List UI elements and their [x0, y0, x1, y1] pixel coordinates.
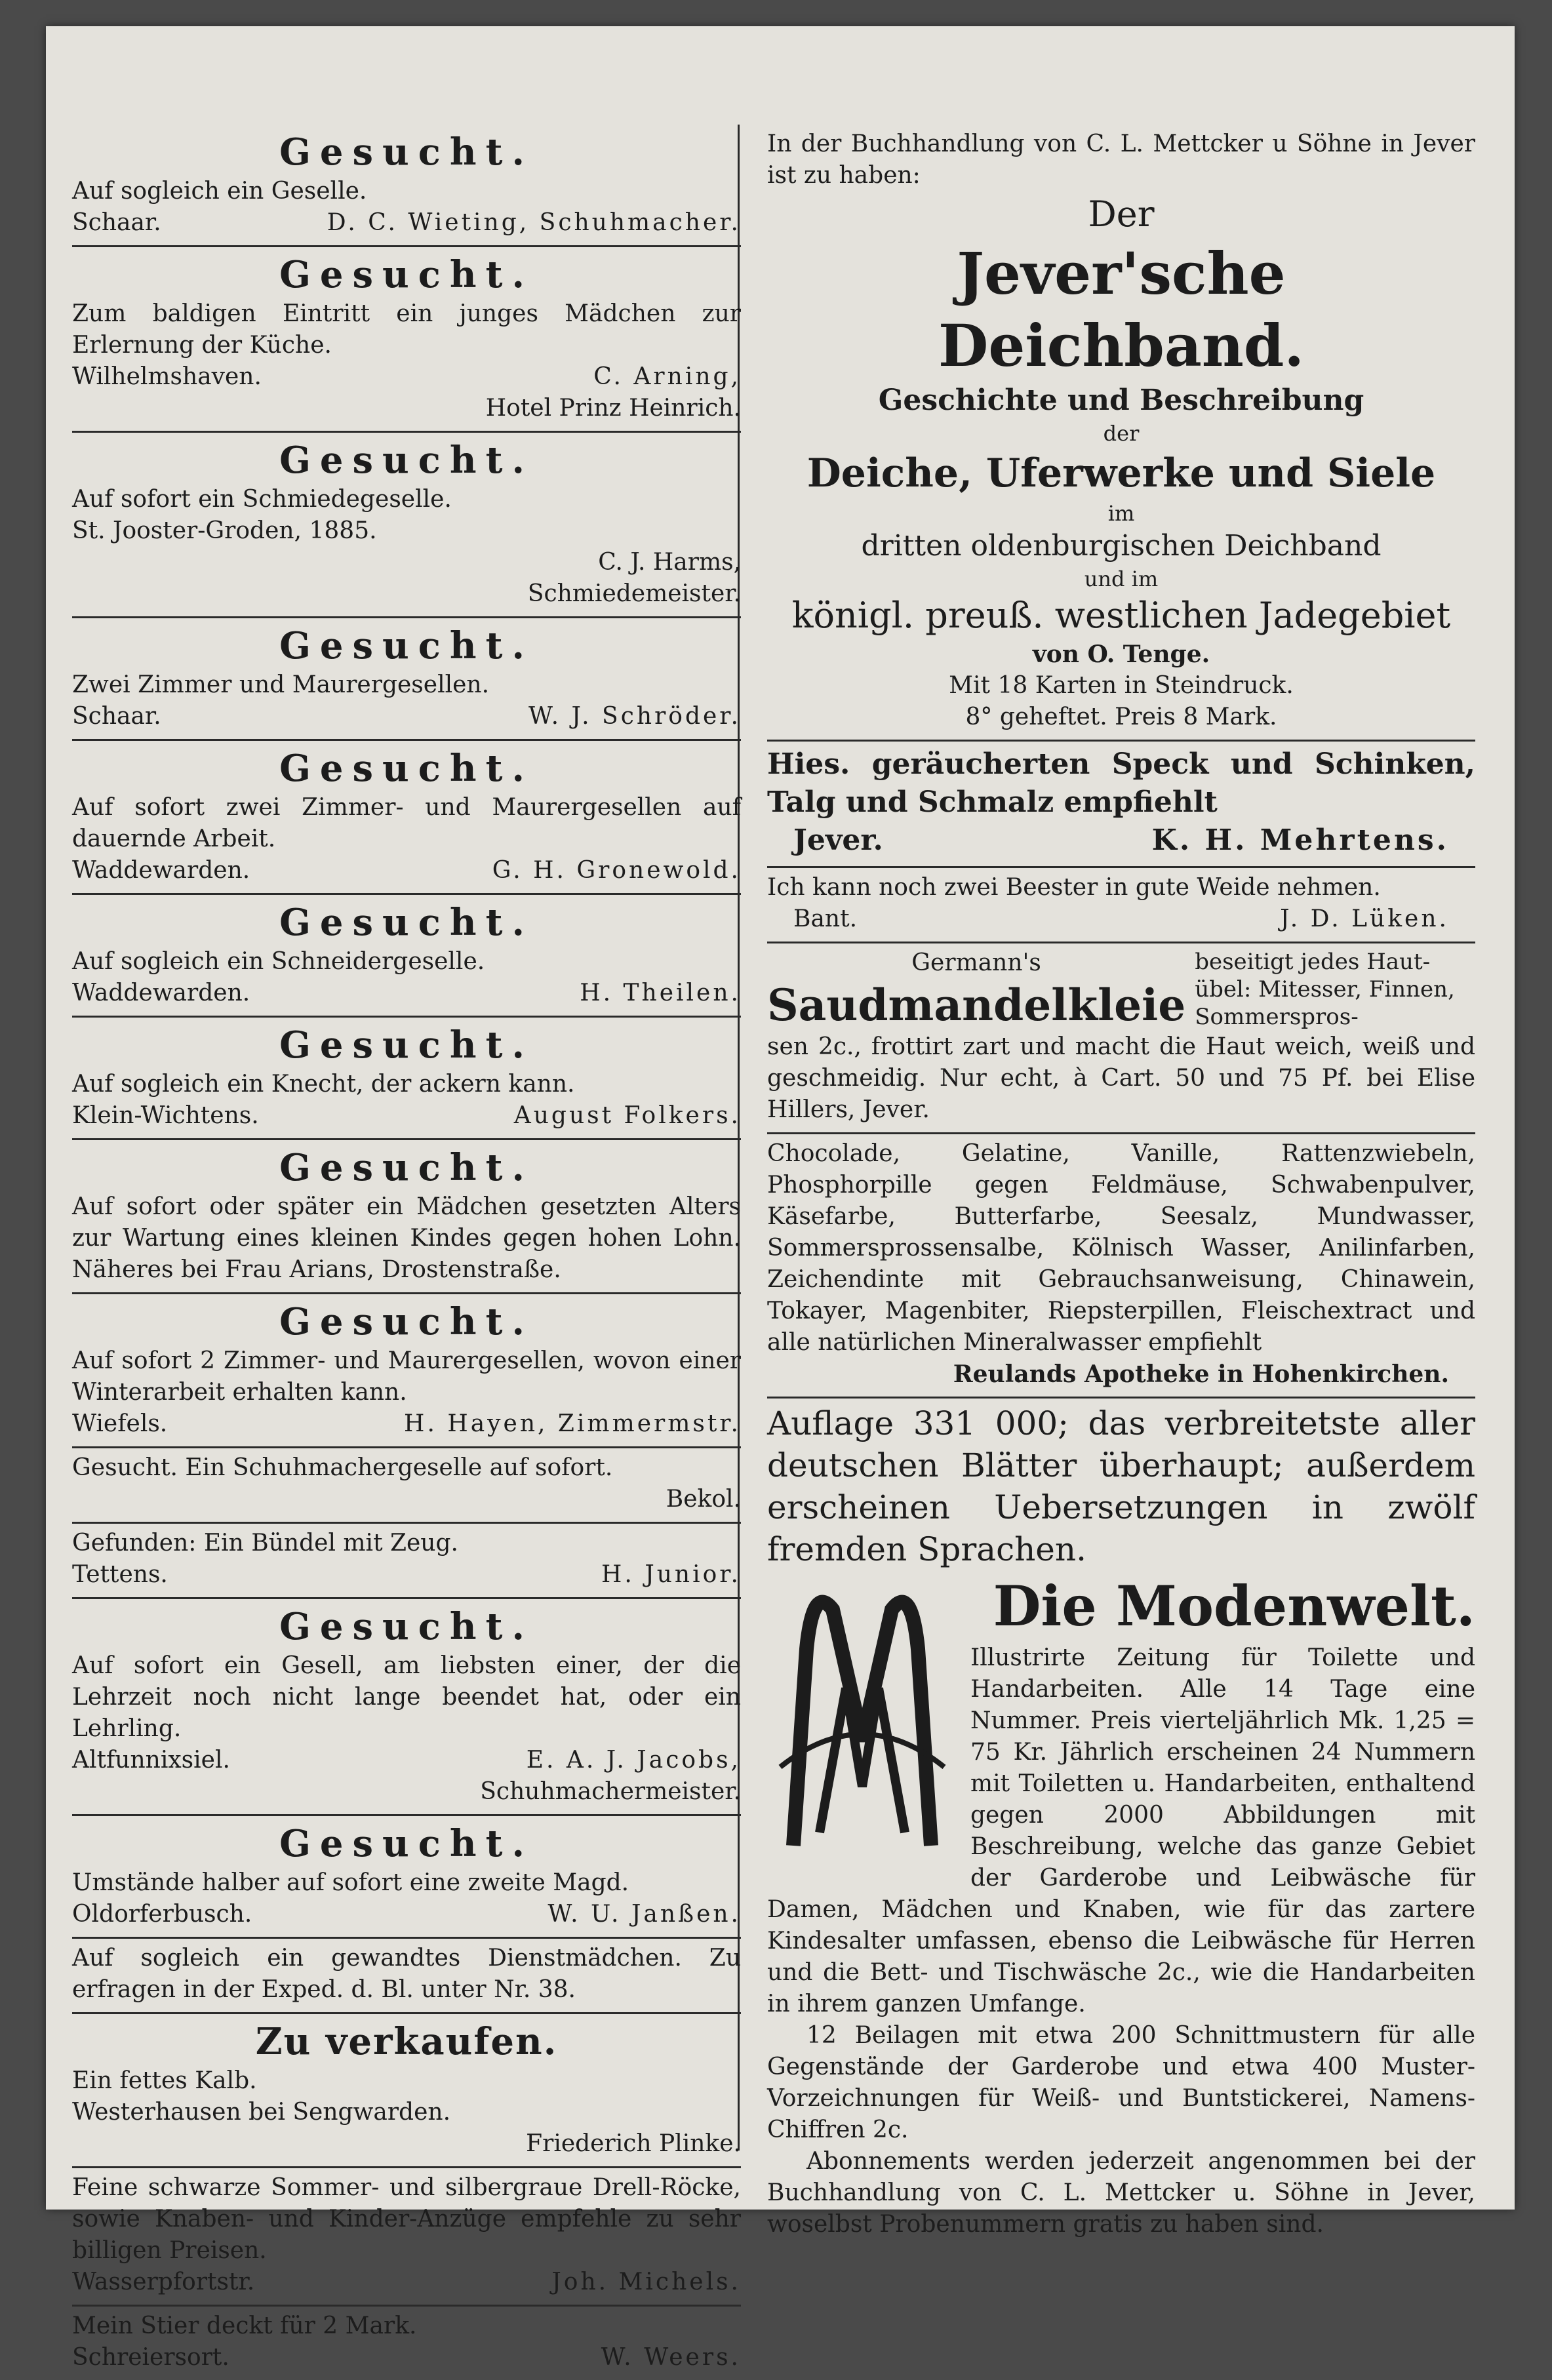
book-subtitle: Geschichte und Beschreibung	[878, 384, 1364, 417]
ad-signature	[72, 855, 741, 886]
ad-heading: Gesucht.	[279, 130, 534, 174]
ad-text: Umstände halber auf sofort eine zweite Magd.	[72, 1869, 629, 1896]
ad-heading: Gesucht.	[279, 1023, 534, 1067]
ad-signature	[72, 1100, 741, 1132]
ad-name: C. J. Harms,	[598, 549, 741, 576]
ad-heading: Gesucht.	[279, 1300, 534, 1343]
ad-signature	[72, 361, 741, 393]
classified-ad	[72, 1939, 741, 2014]
sandmandelkleie-ad	[767, 943, 1475, 1134]
classified-ad	[72, 1294, 741, 1448]
ad-signature	[72, 1899, 741, 1930]
classified-ad	[72, 1816, 741, 1939]
speck-name: K. H. Mehrtens.	[1151, 823, 1449, 857]
ad-name: D. C. Wieting, Schuhmacher.	[327, 209, 741, 236]
ad-place: Altfunnixsiel.	[72, 1747, 230, 1774]
classified-ad	[72, 1599, 741, 1816]
ad-text: Auf sogleich ein Geselle.	[72, 178, 367, 205]
ad-place: Oldorferbusch.	[72, 1901, 252, 1928]
beester-name: J. D. Lüken.	[1280, 905, 1449, 932]
ad-text: Auf sofort ein Gesell, am liebsten einer, der die Lehrzeit noch nicht lange beendet hat, oder ein Lehrling.	[72, 1652, 741, 1742]
modenwelt-p2: 12 Beilagen mit etwa 200 Schnittmustern für alle Gegenstände der Garderobe und etwa 400 Muster-Vorzeichnungen für Weiß- und Buntstickerei, Namens-Chiffren 2c.	[767, 2022, 1475, 2143]
ad-name: H. Junior.	[601, 1561, 741, 1588]
ad-heading: Gesucht.	[279, 624, 534, 667]
speck-place: Jever.	[793, 823, 883, 857]
ad-name: H. Theilen.	[580, 980, 741, 1006]
ad-heading: Gesucht.	[279, 439, 534, 482]
ad-place: Tettens.	[72, 1561, 168, 1588]
ad-name: Bekol.	[666, 1486, 741, 1513]
classified-ad	[72, 125, 741, 247]
ad-signature	[72, 978, 741, 1009]
beester-signature	[767, 903, 1475, 935]
ad-text: Auf sofort 2 Zimmer- und Maurergesellen, wovon einer Winterarbeit erhalten kann.	[72, 1347, 741, 1406]
book-title: Jever'sche Deichband.	[938, 239, 1304, 380]
modenwelt-monogram-icon	[767, 1570, 957, 1859]
sand-title: Saudmandelkleie	[767, 980, 1186, 1031]
ad-heading: Gesucht.	[279, 901, 534, 944]
right-column	[767, 125, 1475, 2247]
classified-ad	[72, 433, 741, 618]
apotheke-ad	[767, 1134, 1475, 1398]
modenwelt-p3: Abonnements werden jederzeit angenommen bei der Buchhandlung von C. L. Mettcker u. Söhne in Jever, woselbst Probenummern gratis zu haben sind.	[767, 2148, 1475, 2238]
ad-heading: Gesucht.	[279, 747, 534, 790]
ad-text: Auf sogleich ein Schneidergeselle.	[72, 948, 485, 975]
ad-heading: Gesucht.	[279, 1605, 534, 1648]
sand-brand: Germann's	[911, 949, 1041, 976]
classified-ad	[72, 618, 741, 741]
sand-header	[767, 947, 1475, 1031]
ad-name-extra: Schmiedemeister.	[527, 580, 741, 607]
book-subtitle-2: Deiche, Uferwerke und Siele	[806, 450, 1436, 496]
ad-text: Mein Stier deckt für 2 Mark.	[72, 2312, 417, 2339]
book-intro: In der Buchhandlung von C. L. Mettcker u Söhne in Jever ist zu haben:	[767, 130, 1475, 189]
ad-place: Schaar.	[72, 209, 161, 236]
ad-signature	[72, 701, 741, 732]
ad-text: Auf sofort oder später ein Mädchen gesetzten Alters zur Wartung eines kleinen Kindes gegen hohen Lohn. Näheres bei Frau Arians, Drostenstraße.	[72, 1193, 741, 1283]
classified-ad	[72, 895, 741, 1018]
sand-side-text: beseitigt jedes Haut-übel: Mitesser, Finnen, Sommerspros-	[1195, 949, 1455, 1030]
ad-heading: Gesucht.	[279, 1146, 534, 1189]
ad-name: Joh. Michels.	[551, 2269, 741, 2295]
ad-place: Schaar.	[72, 703, 161, 730]
ad-text: Gefunden: Ein Bündel mit Zeug.	[72, 1530, 458, 1557]
ad-text: Auf sogleich ein gewandtes Dienstmädchen. Zu erfragen in der Exped. d. Bl. unter Nr. 38.	[72, 1945, 741, 2003]
speck-signature	[767, 822, 1475, 860]
newspaper-page	[46, 26, 1515, 2371]
sand-text: sen 2c., frottirt zart und macht die Haut weich, weiß und geschmeidig. Nur echt, à Cart. 50 und 75 Pf. bei Elise Hillers, Jever.	[767, 1033, 1475, 1123]
book-price: 8° geheftet. Preis 8 Mark.	[965, 704, 1277, 730]
classified-ad	[72, 247, 741, 433]
classified-ad	[72, 1140, 741, 1294]
ad-name: G. H. Gronewold.	[492, 857, 741, 884]
classified-ad	[72, 741, 741, 895]
modenwelt-title: Die Modenwelt.	[993, 1574, 1475, 1638]
ad-name: C. Arning,	[593, 363, 741, 390]
modenwelt-p1: Illustrirte Zeitung für Toilette und Handarbeiten. Alle 14 Tage eine Nummer. Preis vierteljährlich Mk. 1,25 = 75 Kr. Jährlich erscheinen 24 Nummern mit Toiletten u. Handarbeiten, enthaltend gegen 2000 Abbildungen mit Beschreibung, welche das ganze Gebiet der Garderobe und Leibwäsche für Damen, Mädchen und Knaben, wie für das zartere Kindesalter umfassen, ebenso die Leibwäsche für Herren und die Bett- und Tischwäsche 2c., wie die Handarbeiten in ihrem ganzen Umfange.	[767, 1644, 1475, 2017]
book-der: Der	[1088, 193, 1155, 235]
ad-name: H. Hayen, Zimmermstr.	[404, 1410, 741, 1437]
apotheke-signature: Reulands Apotheke in Hohenkirchen.	[953, 1360, 1449, 1388]
book-der-2: der	[1103, 421, 1140, 446]
classified-ad	[72, 2168, 741, 2307]
ad-place: Wiefels.	[72, 1410, 168, 1437]
ad-name: August Folkers.	[513, 1102, 741, 1129]
book-im: im	[1107, 501, 1135, 526]
ad-text: St. Jooster-Groden, 1885.	[72, 517, 377, 544]
sand-title-block	[767, 947, 1185, 1031]
beester-ad	[767, 868, 1475, 943]
ad-place: Waddewarden.	[72, 857, 250, 884]
book-und-im: und im	[1084, 566, 1159, 591]
classified-ad	[72, 2014, 741, 2168]
ad-place: Schreiersort.	[72, 2344, 229, 2371]
book-ad	[767, 125, 1475, 742]
book-subtitle-3: dritten oldenburgischen Deichband	[861, 529, 1382, 563]
apotheke-text: Chocolade, Gelatine, Vanille, Rattenzwiebeln, Phosphorpille gegen Feldmäuse, Schwabenpulver, Käsefarbe, Butterfarbe, Seesalz, Mundwasser, Sommersprossensalbe, Kölnisch Wasser, Anilinfarben, Zeichendinte mit Gebrauchsanweisung, Chinawein, Tokayer, Magenbiter, Riepsterpillen, Fleischextract und alle natürlichen Mineralwasser empfiehlt	[767, 1140, 1475, 1356]
ad-text: Zum baldigen Eintritt ein junges Mädchen zur Erlernung der Küche.	[72, 300, 741, 359]
ad-signature	[72, 2342, 741, 2373]
ad-place: Waddewarden.	[72, 980, 250, 1006]
ad-signature	[72, 2267, 741, 2298]
ad-name: Friederich Plinke.	[526, 2130, 741, 2157]
ad-text: Zwei Zimmer und Maurergesellen.	[72, 671, 490, 698]
ad-place: Wilhelmshaven.	[72, 363, 262, 390]
ad-name-extra: Hotel Prinz Heinrich.	[485, 395, 741, 422]
book-maps: Mit 18 Karten in Steindruck.	[949, 672, 1294, 699]
ad-place: Wasserpfortstr.	[72, 2269, 255, 2295]
classified-ad	[72, 1448, 741, 1524]
ad-text: Westerhausen bei Sengwarden.	[72, 2099, 451, 2126]
ad-name: W. Weers.	[601, 2344, 741, 2371]
book-author: von O. Tenge.	[1032, 641, 1210, 668]
ad-name: W. U. Janßen.	[547, 1901, 741, 1928]
speck-text: Hies. geräucherten Speck und Schinken, Talg und Schmalz empfiehlt	[767, 747, 1475, 819]
ad-text: Feine schwarze Sommer- und silbergraue Drell-Röcke, sowie Knaben- und Kinder-Anzüge empfehle zu sehr billigen Preisen.	[72, 2174, 741, 2264]
ad-signature	[72, 1559, 741, 1591]
ad-place: Klein-Wichtens.	[72, 1102, 259, 1129]
ad-text: Gesucht. Ein Schuhmachergeselle auf sofort.	[72, 1454, 613, 1481]
ad-name: E. A. J. Jacobs,	[526, 1747, 741, 1774]
speck-ad	[767, 742, 1475, 868]
ad-heading: Gesucht.	[279, 1822, 534, 1865]
ad-text: Auf sofort zwei Zimmer- und Maurergesellen auf dauernde Arbeit.	[72, 794, 741, 852]
book-subtitle-4: königl. preuß. westlichen Jadegebiet	[791, 595, 1451, 636]
ad-text: Ein fettes Kalb.	[72, 2067, 257, 2094]
classified-ad	[72, 1018, 741, 1140]
left-column	[72, 125, 741, 2380]
classified-ad	[72, 1524, 741, 1599]
ad-text: Auf sofort ein Schmiedegeselle.	[72, 486, 452, 513]
ad-name-extra: Schuhmachermeister.	[480, 1778, 741, 1805]
modenwelt-headline: Auflage 331 000; das verbreitetste aller deutschen Blätter überhaupt; außerdem erscheinen Uebersetzungen in zwölf fremden Sprachen.	[767, 1404, 1475, 1568]
ad-signature	[72, 207, 741, 239]
ad-signature	[72, 1745, 741, 1776]
ad-text: Auf sogleich ein Knecht, der ackern kann.	[72, 1071, 575, 1098]
beester-place: Bant.	[793, 905, 858, 932]
modenwelt-ad	[767, 1398, 1475, 2247]
classified-ad	[72, 2307, 741, 2380]
ad-heading: Gesucht.	[279, 253, 534, 296]
ad-signature	[72, 1408, 741, 1440]
beester-text: Ich kann noch zwei Beester in gute Weide nehmen.	[767, 874, 1381, 901]
ad-name: W. J. Schröder.	[528, 703, 741, 730]
ad-heading: Zu verkaufen.	[255, 2020, 558, 2063]
